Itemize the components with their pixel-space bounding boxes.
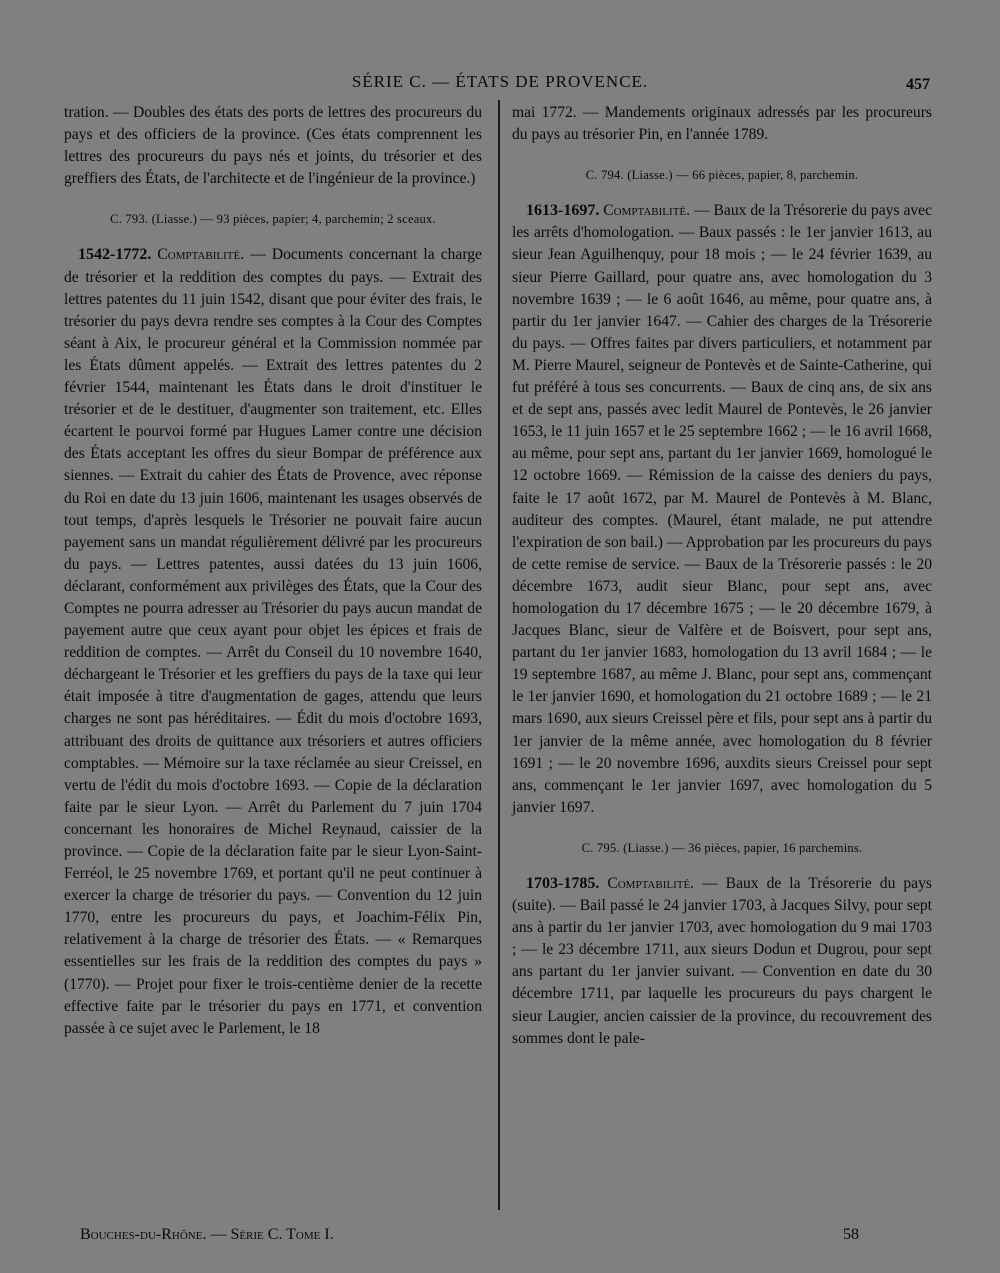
entry-795 bbox=[512, 873, 932, 1050]
entry-text: — Documents concernant la charge de trésorier et la reddition des comptes du pays. — Extrait des lettres patentes du 11 juin 1542, disant que pour éviter des frais, le trésorier du pays devra rendre ses comptes à la Cour des Comptes séant à Aix, le procureur général et la Commission nommée par les États dûment appelés. — Extrait des lettres patentes du 2 février 1544, maintenant les États dans le droit d'instituer le trésorier et de le destituer, d'augmenter son traitement, etc. Elles écartent le pourvoi formé par Hugues Lamer contre une décision des États acceptant les offres du sieur Bompar de préférence aux siennes. — Extrait du cahier des États de Provence, avec réponse du Roi en date du 13 juin 1606, maintenant les usages observés de tout temps, d'après lesquels le Trésorier ne pouvait faire aucun payement sans un mandat régulièrement délivré par les procureurs du pays. — Lettres patentes, aussi datées du 13 juin 1606, déclarant, conformément aux privilèges des États, que la Cour des Comptes ne pourra adresser au Trésorier du pays aucun mandat de payement autre que ceux ayant pour objet les épices et frais de reddition de comptes. — Arrêt du Conseil du 10 novembre 1640, déchargeant le Trésorier et les greffiers du pays de la taxe qui leur était imposée à titre d'augmentation de gages, attendu que leurs charges ne sont pas héréditaires. — Édit du mois d'octobre 1693, attribuant des droits de quittance aux trésoriers et autres officiers comptables. — Mémoire sur la taxe réclamée au sieur Creissel, en vertu de l'édit du mois d'octobre 1693. — Copie de la déclaration faite par le sieur Lyon. — Arrêt du Parlement du 7 juin 1704 concernant les honoraires de Michel Reynaud, caissier de la province. — Copie de la déclaration faite par le sieur Lyon-Saint-Ferréol, le 25 novembre 1769, et portant qu'il ne peut continuer à exercer la charge de trésorier du pays. — Convention du 12 juin 1770, entre les procureurs du pays, et Joachim-Félix Pin, relativement à la charge de trésorier des États. — « Remarques essentielles sur les frais de la reddition des comptes du pays » (1770). — Projet pour fixer le trois-centième denier de la recette effective faite par le trésorier du pays en 1771, et convention passée à ce sujet avec le Parlement, le 18 bbox=[64, 246, 482, 1037]
cote-794: C. 794. (Liasse.) — 66 pièces, papier, 8, parchemin. bbox=[585, 168, 859, 183]
entry-category: Comptabilité. bbox=[157, 246, 245, 264]
entry-category: Comptabilité. bbox=[607, 875, 695, 892]
entry-text: — Baux de la Trésorerie du pays (suite). — Bail passé le 24 janvier 1703, à Jacques Silvy, pour sept ans à partir du 1er janvier 1703, avec homologation du 9 mai 1703 ; — le 23 décembre 1711, aux sieurs Dodun et Dugrou, pour sept ans partant du 1er janvier suivant. — Convention en date du 30 décembre 1711, par laquelle les procureurs du pays chargent le sieur Laugier, ancien caissier de la province, du recouvrement des sommes dont le pale- bbox=[512, 875, 932, 1047]
header-title: SÉRIE C. — ÉTATS DE PROVENCE. bbox=[351, 72, 649, 91]
right-column bbox=[512, 102, 932, 1050]
page-number: 457 bbox=[906, 76, 930, 93]
footer-sheet-number: 58 bbox=[843, 1226, 859, 1243]
entry-text: — Baux de la Trésorerie du pays avec les arrêts d'homologation. — Baux passés : le 1er janvier 1613, au sieur Jean Aguilhenquy, pour 18 mois ; — le 24 février 1639, au sieur Pierre Gaillard, pour quatre ans, avec homologation du 3 novembre 1639 ; — le 6 août 1646, au même, pour quatre ans, à partir du 1er janvier 1647. — Cahier des charges de la Trésorerie du pays. — Offres faites par divers particuliers, et notamment par M. Pierre Maurel, seigneur de Pontevès et de Sainte-Catherine, qui fut préféré à tous ses concurrents. — Baux de cinq ans, de six ans et de sept ans, passés avec ledit Maurel de Pontevès, le 26 janvier 1653, le 11 juin 1657 et le 25 septembre 1662 ; — le 16 avril 1668, au même, pour sept ans, partant du 1er janvier 1669, homologué le 12 octobre 1669. — Rémission de la caisse des deniers du pays, faite le 17 août 1672, par M. Maurel de Pontevès à M. Blanc, auditeur des comptes. (Maurel, étant malade, ne put attendre l'expiration de son bail.) — Approbation par les procureurs du pays de cette remise de service. — Baux de la Trésorerie passés : le 20 décembre 1673, audit sieur Blanc, pour sept ans, avec homologation du 17 décembre 1675 ; — le 20 décembre 1679, à Jacques Blanc, sieur de Valfère et de Boisvert, pour sept ans, partant du 1er janvier 1683, homologation du 13 avril 1684 ; — le 19 septembre 1687, au même J. Blanc, pour sept ans, commençant le 1er janvier 1690, et homologation du 21 octobre 1689 ; — le 21 mars 1690, aux sieurs Creissel père et fils, pour sept ans à partir du 1er janvier de la même année, avec homologation du 8 février 1691 ; — le 20 novembre 1696, auxdits sieurs Creissel pour sept ans, commençant le 1er janvier 1697, avec homologation du 5 janvier 1697. bbox=[512, 202, 933, 816]
entry-794 bbox=[512, 200, 932, 819]
left-column bbox=[64, 102, 482, 1040]
entry-dates: 1613-1697. bbox=[526, 202, 600, 220]
entry-dates: 1703-1785. bbox=[526, 875, 600, 892]
continued-text: tration. — Doubles des états des ports de lettres des procureurs du pays et des officiers de la province. (Ces états comprennent les lettres des procureurs du pays nés et joints, du trésorier et des greffiers des États, de l'architecte et de l'ingénieur de la province.) bbox=[64, 104, 482, 188]
entry-category: Comptabilité. bbox=[603, 202, 691, 220]
cote-795: C. 795. (Liasse.) — 36 pièces, papier, 16 parchemins. bbox=[581, 840, 863, 855]
entry-793 bbox=[64, 244, 482, 1039]
column-divider bbox=[498, 100, 500, 1210]
footer-series: Bouches-du-Rhône. — Série C. Tome I. bbox=[80, 1226, 334, 1243]
entry-dates: 1542-1772. bbox=[78, 246, 152, 264]
continued-text: mai 1772. — Mandements originaux adressés par les procureurs du pays au trésorier Pin, en l'année 1789. bbox=[512, 104, 932, 144]
cote-793: C. 793. (Liasse.) — 93 pièces, papier; 4, parchemin; 2 sceaux. bbox=[110, 212, 436, 227]
